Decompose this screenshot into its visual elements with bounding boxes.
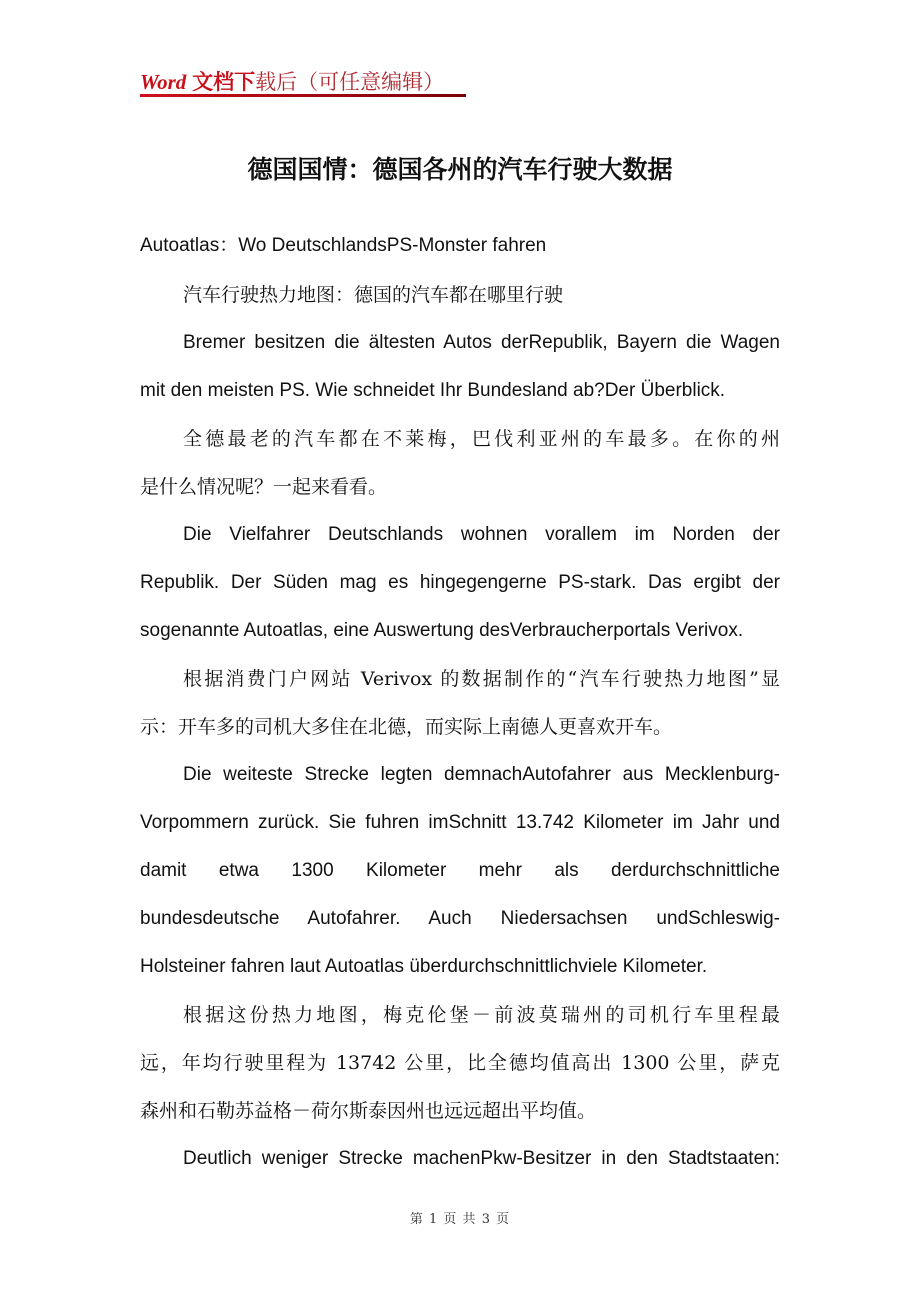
- paragraph-line: 示：开车多的司机大多住在北德，而实际上南德人更喜欢开车。: [140, 716, 673, 738]
- header-word: Word: [140, 70, 187, 94]
- subtitle-line: Autoatlas：Wo DeutschlandsPS-Monster fahren: [140, 235, 547, 256]
- paragraph-line: mit den meisten PS. Wie schneidet Ihr Bundesland ab?Der Überblick.: [140, 380, 726, 401]
- paragraph-line: Republik. Der Süden mag es hingegengerne PS-stark. Das ergibt der: [140, 572, 780, 593]
- paragraph-line: Holsteiner fahren laut Autoatlas überdurchschnittlichviele Kilometer.: [140, 956, 708, 977]
- paragraph-line: Deutlich weniger Strecke machenPkw-Besitzer in den Stadtstaaten:: [183, 1148, 780, 1169]
- header-underline: [140, 94, 466, 97]
- paragraph-line: 森州和石勒苏益格－荷尔斯泰因州也远远超出平均值。: [140, 1100, 597, 1122]
- header-text: 文档下: [186, 71, 256, 94]
- paragraph-line: 远，年均行驶里程为 13742 公里，比全德均值高出 1300 公里，萨克: [140, 1052, 780, 1074]
- paragraph-line: 汽车行驶热力地图：德国的汽车都在哪里行驶: [183, 284, 564, 306]
- paragraph-line: Die Vielfahrer Deutschlands wohnen vorallem im Norden der: [183, 524, 780, 545]
- paragraph-line: 是什么情况呢？一起来看看。: [140, 476, 388, 498]
- header-edit: 编辑）: [381, 71, 445, 94]
- paragraph-line: Die weiteste Strecke legten demnachAutofahrer aus Mecklenburg-: [183, 764, 780, 785]
- paragraph-line: 根据这份热力地图，梅克伦堡－前波莫瑞州的司机行车里程最: [183, 1004, 780, 1026]
- paragraph-line: 根据消费门户网站 Verivox 的数据制作的“汽车行驶热力地图”显: [183, 668, 780, 690]
- paragraph-line: Bremer besitzen die ältesten Autos derRepublik, Bayern die Wagen: [183, 332, 780, 353]
- paragraph-line: bundesdeutsche Autofahrer. Auch Niedersachsen undSchleswig-: [140, 908, 780, 929]
- paragraph-line: sogenannte Autoatlas, eine Auswertung desVerbraucherportals Verivox.: [140, 620, 744, 641]
- page-number-footer: 第 1 页 共 3 页: [409, 1212, 511, 1227]
- header-text-light: 载后（可任意: [255, 71, 382, 94]
- paragraph-line: damit etwa 1300 Kilometer mehr als derdurchschnittliche: [140, 860, 780, 881]
- paragraph-line: Vorpommern zurück. Sie fuhren imSchnitt 13.742 Kilometer im Jahr und: [140, 812, 780, 833]
- document-title: 德国国情：德国各州的汽车行驶大数据: [247, 155, 673, 184]
- paragraph-line: 全德最老的汽车都在不莱梅，巴伐利亚州的车最多。在你的州: [183, 428, 780, 450]
- download-header: [140, 66, 444, 96]
